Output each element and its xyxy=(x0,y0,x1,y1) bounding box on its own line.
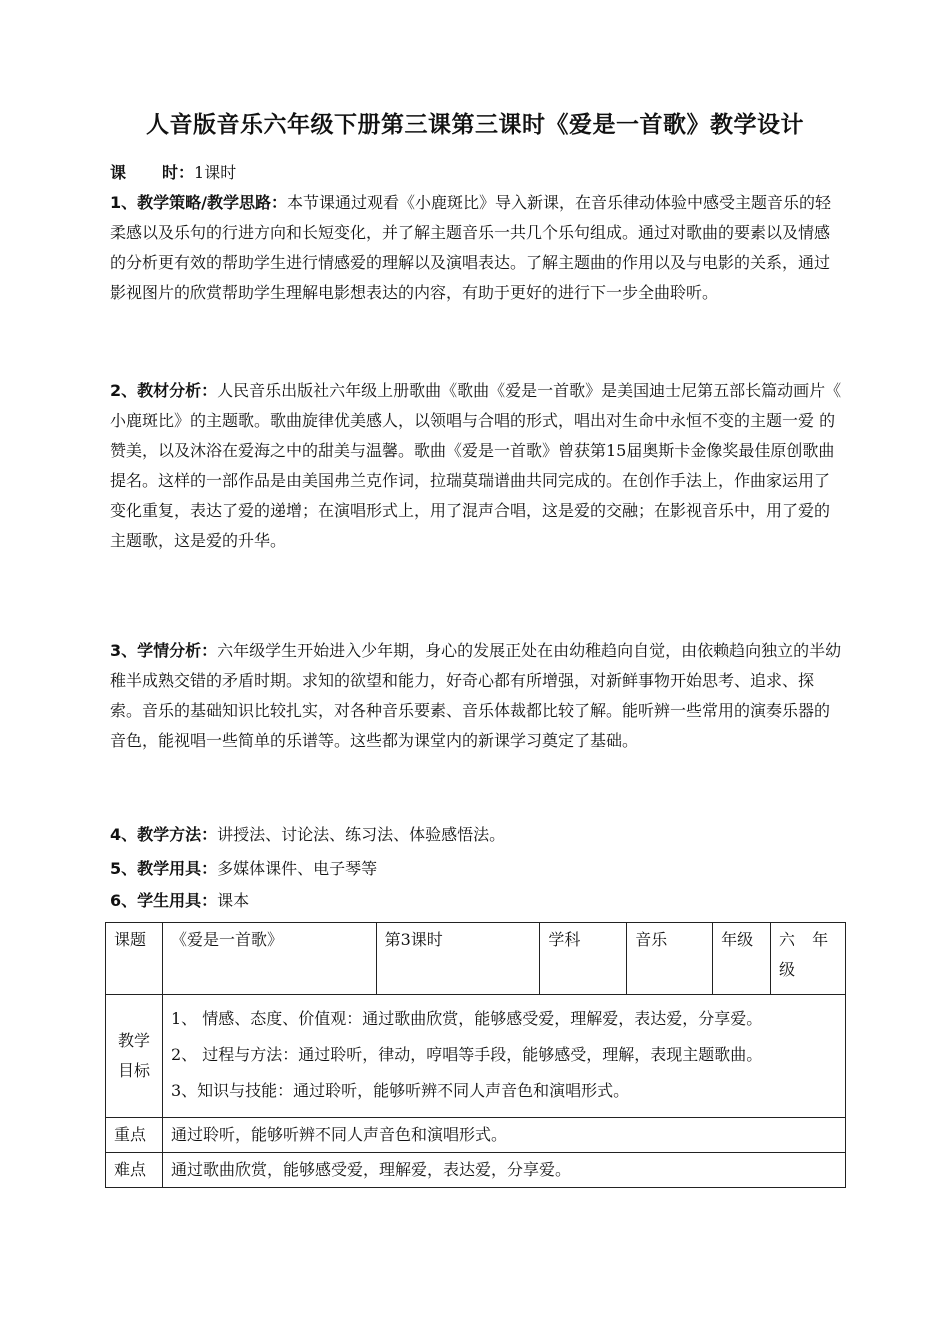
objectives-label-cell: 教学目标 xyxy=(106,995,163,1118)
topic-label-cell: 课题 xyxy=(106,923,163,995)
class-hours-label: 课 xyxy=(110,163,127,182)
table-row-key-point xyxy=(106,1118,846,1153)
grade-value-cell: 六 年级 xyxy=(771,923,846,995)
table-row-objectives xyxy=(106,995,846,1118)
class-hours xyxy=(110,158,842,188)
class-hours-value: 1课时 xyxy=(194,163,237,182)
lesson-plan-table xyxy=(105,922,846,1188)
song-title-cell: 《爱是一首歌》 xyxy=(162,923,376,995)
section-text: 六年级学生开始进入少年期，身心的发展正处在由幼稚趋向自觉，由依赖趋向独立的半幼稚半成熟交错的矛盾时期。求知的欲望和能力，好奇心都有所增强，对新鲜事物开始思考、追求、探索。音乐的基础知识比较扎实，对各种音乐要素、音乐体裁都比较了解。能听辨一些常用的演奏乐器的音色，能视唱一些简单的乐谱等。这些都为课堂内的新课学习奠定了基础。 xyxy=(110,641,842,750)
table-row-difficulty xyxy=(106,1153,846,1188)
class-hours-label-2: 时： xyxy=(162,163,195,182)
section-heading: 5、教学用具： xyxy=(110,859,218,878)
objectives-cell xyxy=(162,995,845,1118)
section-text: 本节课通过观看《小鹿斑比》导入新课，在音乐律动体验中感受主题音乐的轻柔感以及乐句的行进方向和长短变化，并了解主题音乐一共几个乐句组成。通过对歌曲的要素以及情感的分析更有效的帮助学生进行情感爱的理解以及演唱表达。了解主题曲的作用以及与电影的关系，通过影视图片的欣赏帮助学生理解电影想表达的内容，有助于更好的进行下一步全曲聆听。 xyxy=(110,193,831,302)
lesson-number-cell: 第3课时 xyxy=(376,923,540,995)
key-point-label-cell: 重点 xyxy=(106,1118,163,1153)
section-text: 讲授法、讨论法、练习法、体验感悟法。 xyxy=(217,825,506,844)
grade-label-cell: 年级 xyxy=(713,923,771,995)
section-heading: 1、教学策略/教学思路： xyxy=(110,193,287,212)
objective-item: 1、 情感、态度、价值观：通过歌曲欣赏，能够感受爱，理解爱，表达爱，分享爱。 xyxy=(170,1009,763,1028)
difficulty-label-cell: 难点 xyxy=(106,1153,163,1188)
section-heading: 4、教学方法： xyxy=(110,825,218,844)
section-text: 人民音乐出版社六年级上册歌曲《歌曲《爱是一首歌》是美国迪士尼第五部长篇动画片《 小鹿斑比》的主题歌。歌曲旋律优美感人，以领唱与合唱的形式，唱出对生命中永恒不变的主题一爱 的赞美，以及沐浴在爱海之中的甜美与温馨。歌曲《爱是一首歌》曾获第15届奥斯卡金像奖最佳原创歌曲提名。这样的一部作品是由美国弗兰克作词，拉瑞莫瑞谱曲共同完成的。在创作手法上，作曲家运用了变化重复，表达了爱的递增；在演唱形式上，用了混声合唱，这是爱的交融；在影视音乐中，用了爱的主题歌，这是爱的升华。 xyxy=(110,381,842,550)
key-point-cell: 通过聆听，能够听辨不同人声音色和演唱形式。 xyxy=(162,1118,845,1153)
objective-item: 3、知识与技能：通过聆听，能够听辨不同人声音色和演唱形式。 xyxy=(170,1081,630,1100)
section-text: 多媒体课件、电子琴等 xyxy=(217,859,378,878)
table-row-topic xyxy=(106,923,846,995)
section-heading: 3、学情分析： xyxy=(110,641,218,660)
section-heading: 2、教材分析： xyxy=(110,381,218,400)
document-title: 人音版音乐六年级下册第三课第三课时《爱是一首歌》教学设计 xyxy=(146,112,804,138)
section-student-analysis xyxy=(110,636,842,756)
section-teaching-tools xyxy=(110,854,842,884)
subject-value-cell: 音乐 xyxy=(627,923,713,995)
subject-label-cell: 学科 xyxy=(540,923,627,995)
section-methods xyxy=(110,820,842,850)
section-text: 课本 xyxy=(217,891,250,910)
section-strategy xyxy=(110,188,842,308)
section-material-analysis xyxy=(110,376,842,556)
section-student-tools xyxy=(110,886,842,916)
objective-item: 2、 过程与方法：通过聆听，律动，哼唱等手段，能够感受，理解，表现主题歌曲。 xyxy=(170,1045,763,1064)
section-heading: 6、学生用具： xyxy=(110,891,218,910)
difficulty-cell: 通过歌曲欣赏，能够感受爱，理解爱，表达爱，分享爱。 xyxy=(162,1153,845,1188)
